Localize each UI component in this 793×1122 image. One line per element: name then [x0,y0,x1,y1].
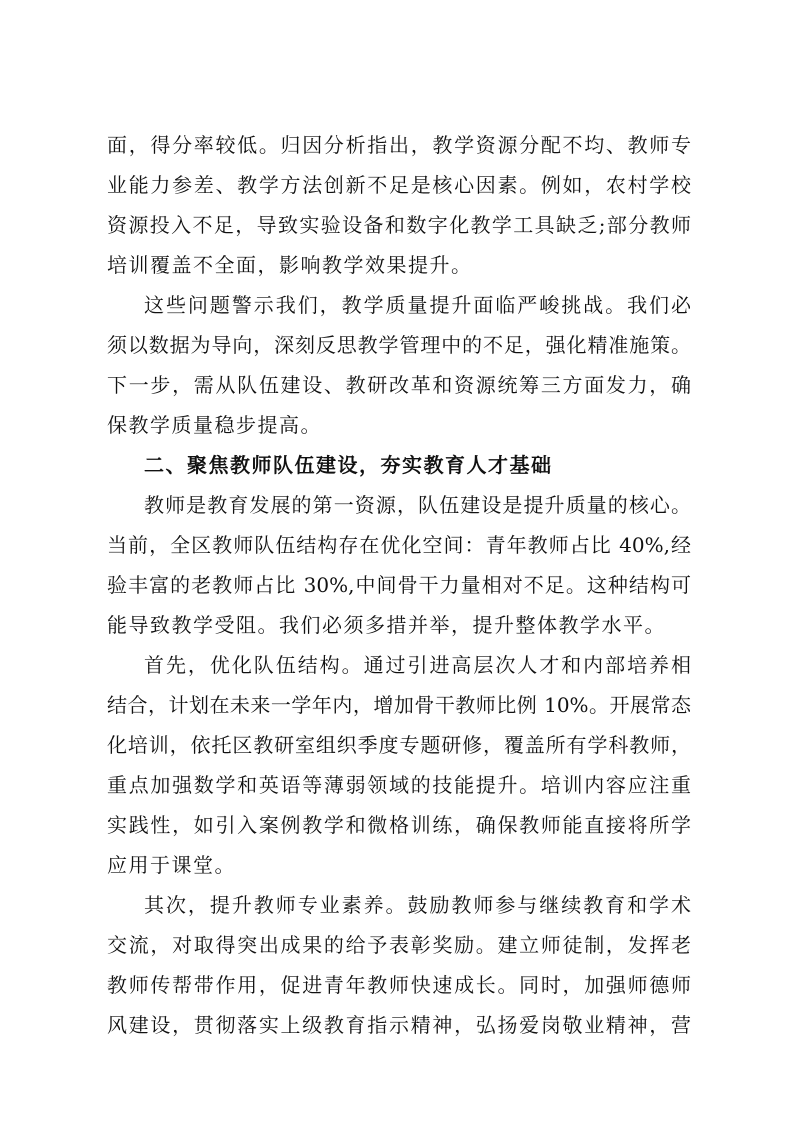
text-line: 化培训，依托区教研室组织季度专题研修，覆盖所有学科教师， [107,733,691,757]
text-line: 重点加强数学和英语等薄弱领域的技能提升。培训内容应注重 [107,773,691,797]
text-line: 资源投入不足，导致实验设备和数字化教学工具缺乏;部分教师 [107,213,691,237]
text-line: 验丰富的老教师占比 30%,中间骨干力量相对不足。这种结构可 [107,573,691,597]
text-line: 面，得分率较低。归因分析指出，教学资源分配不均、教师专 [107,133,691,157]
text-line: 教师传帮带作用，促进青年教师快速成长。同时，加强师德师 [107,973,691,997]
text-line: 交流，对取得突出成果的给予表彰奖励。建立师徒制，发挥老 [107,933,691,957]
text-line: 能导致教学受阻。我们必须多措并举，提升整体教学水平。 [107,613,666,637]
text-line: 实践性，如引入案例教学和微格训练，确保教师能直接将所学 [107,813,691,837]
text-line: 教师是教育发展的第一资源，队伍建设是提升质量的核心。 [144,493,691,517]
text-line: 当前，全区教师队伍结构存在优化空间：青年教师占比 40%,经 [107,533,691,557]
text-line: 培训覆盖不全面，影响教学效果提升。 [107,253,473,277]
text-line: 应用于课堂。 [107,853,236,877]
paragraph [107,652,691,892]
text-line: 其次，提升教师专业素养。鼓励教师参与继续教育和学术 [144,893,691,917]
text-line: 风建设，贯彻落实上级教育指示精神，弘扬爱岗敬业精神，营 [107,1013,691,1037]
text-line: 这些问题警示我们，教学质量提升面临严峻挑战。我们必 [144,293,691,317]
document-body [107,132,691,1052]
paragraph [107,132,691,292]
paragraph [107,492,691,652]
paragraph [107,292,691,452]
text-line: 下一步，需从队伍建设、教研改革和资源统筹三方面发力，确 [107,373,691,397]
text-line: 结合，计划在未来一学年内，增加骨干教师比例 10%。开展常态 [107,693,691,717]
text-line: 须以数据为导向，深刻反思教学管理中的不足，强化精准施策。 [107,333,691,357]
text-line: 首先，优化队伍结构。通过引进高层次人才和内部培养相 [144,653,691,677]
paragraph [107,892,691,1052]
text-line: 二、聚焦教师队伍建设，夯实教育人才基础 [144,453,553,477]
text-line: 保教学质量稳步提高。 [107,413,322,437]
section-heading [107,452,691,492]
text-line: 业能力参差、教学方法创新不足是核心因素。例如，农村学校 [107,173,691,197]
